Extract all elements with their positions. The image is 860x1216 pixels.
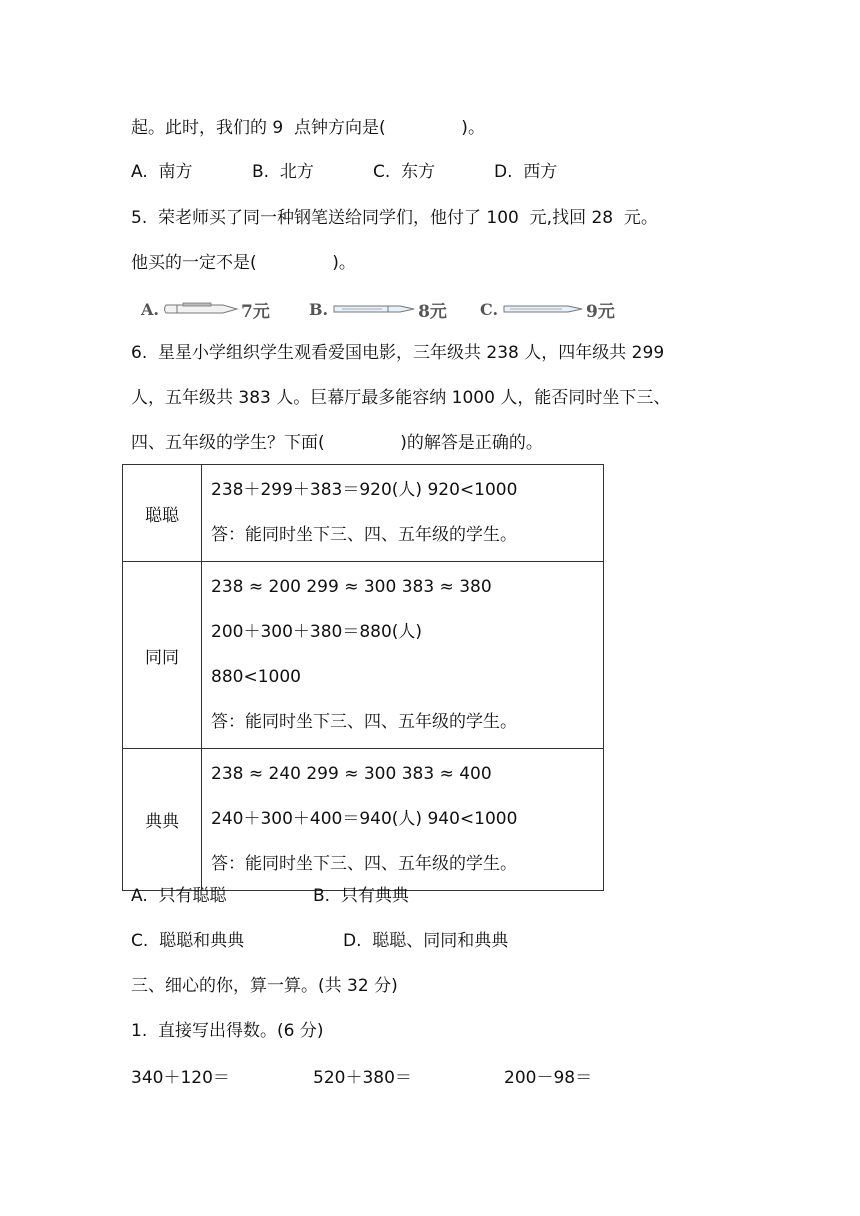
solution-cell bbox=[202, 562, 604, 749]
q4-option-d: D. 西方 bbox=[494, 162, 558, 182]
section-3-title: 三、细心的你，算一算。(共 32 分) bbox=[131, 976, 398, 996]
solution-line: 238 ≈ 240 299 ≈ 300 383 ≈ 400 bbox=[211, 764, 492, 784]
pen-option-price: 8元 bbox=[418, 301, 447, 322]
table-row bbox=[123, 562, 604, 749]
q4-option-b: B. 北方 bbox=[252, 162, 314, 182]
pen-option-b bbox=[309, 296, 447, 322]
question-5-line-1: 5. 荣老师买了同一种钢笔送给同学们，他付了 100 元,找回 28 元。 bbox=[131, 208, 658, 228]
student-name: 典典 bbox=[123, 749, 202, 891]
solution-line: 答：能同时坐下三、四、五年级的学生。 bbox=[211, 712, 517, 732]
solutions-table bbox=[122, 464, 604, 891]
solution-line: 答：能同时坐下三、四、五年级的学生。 bbox=[211, 854, 517, 874]
q4-option-c: C. 东方 bbox=[373, 162, 436, 182]
question-6-line-2: 人，五年级共 383 人。巨幕厅最多能容纳 1000 人，能否同时坐下三、 bbox=[131, 388, 671, 408]
solution-line: 238 ≈ 200 299 ≈ 300 383 ≈ 380 bbox=[211, 577, 492, 597]
pen-option-letter: C. bbox=[480, 299, 499, 319]
section-3-question-1: 1. 直接写出得数。(6 分) bbox=[131, 1021, 324, 1041]
calc-item: 340＋120＝ bbox=[131, 1068, 230, 1088]
q6-option-b: B. 只有典典 bbox=[313, 886, 409, 906]
question-5-line-2: 他买的一定不是( )。 bbox=[131, 253, 356, 273]
question-6-line-3: 四、五年级的学生？下面( )的解答是正确的。 bbox=[131, 433, 543, 453]
pen-icon bbox=[502, 302, 584, 316]
table-row bbox=[123, 749, 604, 891]
pen-option-price: 7元 bbox=[240, 301, 270, 322]
solution-cell bbox=[202, 749, 604, 891]
pen-icon bbox=[163, 302, 239, 316]
pen-icon bbox=[332, 302, 416, 316]
calc-item: 200－98＝ bbox=[504, 1068, 593, 1088]
q6-option-d: D. 聪聪、同同和典典 bbox=[343, 931, 509, 951]
pen-option-letter: A. bbox=[141, 299, 159, 319]
solution-line: 238＋299＋383＝920(人) 920<1000 bbox=[211, 480, 518, 500]
q6-option-c: C. 聪聪和典典 bbox=[131, 931, 245, 951]
solution-line: 880<1000 bbox=[211, 667, 301, 687]
student-name: 聪聪 bbox=[123, 465, 202, 562]
q4-option-a: A. 南方 bbox=[131, 162, 193, 182]
table-row bbox=[123, 465, 604, 562]
solution-line: 240＋300＋400＝940(人) 940<1000 bbox=[211, 809, 518, 829]
calc-item: 520＋380＝ bbox=[313, 1068, 412, 1088]
pen-option-c bbox=[480, 296, 615, 322]
pen-option-a bbox=[141, 296, 270, 322]
question-6-line-1: 6. 星星小学组织学生观看爱国电影，三年级共 238 人，四年级共 299 bbox=[131, 343, 665, 363]
q6-option-a: A. 只有聪聪 bbox=[131, 886, 227, 906]
student-name: 同同 bbox=[123, 562, 202, 749]
solution-line: 答：能同时坐下三、四、五年级的学生。 bbox=[211, 525, 517, 545]
pen-option-price: 9元 bbox=[586, 301, 615, 322]
question-4-tail: 起。此时，我们的 9 点钟方向是( )。 bbox=[131, 118, 485, 138]
q5-pen-options bbox=[141, 296, 661, 322]
pen-option-letter: B. bbox=[309, 299, 329, 319]
solution-cell bbox=[202, 465, 604, 562]
solution-line: 200＋300＋380＝880(人) bbox=[211, 622, 423, 642]
